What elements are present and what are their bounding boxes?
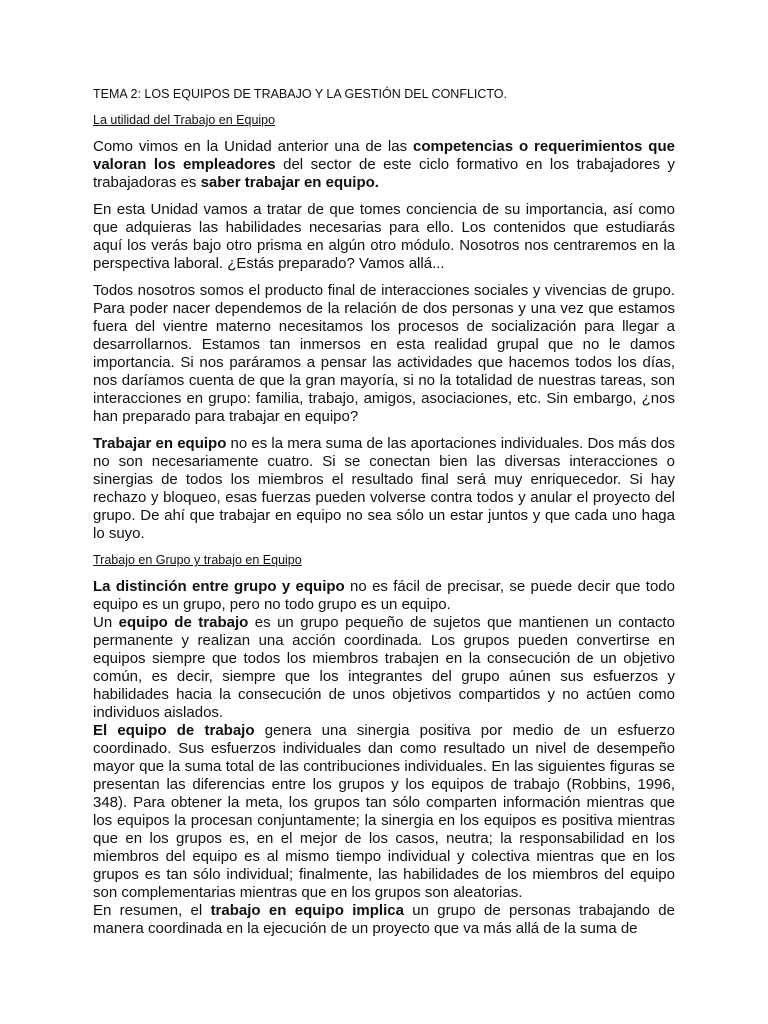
section-heading-grupo-equipo: Trabajo en Grupo y trabajo en Equipo [93, 553, 302, 567]
document-content [93, 86, 675, 938]
paragraph-equipo-de-trabajo [93, 614, 675, 722]
section-heading-utilidad: La utilidad del Trabajo en Equipo [93, 113, 276, 127]
paragraph-competencias [93, 138, 675, 192]
paragraph-text: Un [93, 614, 119, 631]
bold-text: equipo de trabajo [118, 614, 249, 631]
bold-text: La distinción entre grupo y equipo [93, 578, 345, 595]
paragraph-text: no es fácil de precisar, se puede decir que todo equipo es un grupo, pero no todo grupo es un equipo. [93, 578, 675, 613]
document-title: TEMA 2: LOS EQUIPOS DE TRABAJO Y LA GESTIÓN DEL CONFLICTO. [93, 87, 508, 101]
paragraph-text: no es la mera suma de las aportaciones individuales. Dos más dos no son necesariamente cuatro. Si se conectan bien las diversas interacciones o sinergias de todos los miembros el resultado final será muy enriquecedor. Si hay rechazo y bloqueo, esas fuerzas pueden volverse contra todos y anular el proyecto del grupo. De ahí que trabajar en equipo no sea sólo un estar juntos y que cada uno haga lo suyo. [93, 435, 675, 542]
paragraph-sinergia [93, 722, 675, 902]
paragraph-interacciones: Todos nosotros somos el producto final de interacciones sociales y vivencias de grupo. Para poder nacer dependemos de la relación de dos personas y una vez que estamos fuera del vientre materno necesitamos los procesos de socialización para llegar a desarrollarnos. Estamos tan inmersos en esta realidad grupal que no le damos importancia. Si nos paráramos a pensar las actividades que hacemos todos los días, nos daríamos cuenta de que la gran mayoría, si no la totalidad de nuestras tareas, son interacciones en grupo: familia, trabajo, amigos, asociaciones, etc. Sin embargo, ¿nos han preparado para trabajar en equipo? [93, 282, 675, 425]
bold-text: competencias o requerimientos que valoran los empleadores [93, 138, 675, 173]
paragraph-text: del sector de este ciclo formativo en los trabajadores y trabajadoras es [93, 156, 676, 191]
bold-text: saber trabajar en equipo. [200, 174, 379, 191]
bold-text: El equipo de trabajo [93, 722, 255, 739]
paragraph-text: un grupo de personas trabajando de manera coordinada en la ejecución de un proyecto que va más allá de la suma de [93, 902, 675, 937]
paragraph-unidad: En esta Unidad vamos a tratar de que tomes conciencia de su importancia, así como que adquieras las habilidades necesarias para ello. Los contenidos que estudiarás aquí los verás bajo otro prisma en algún otro módulo. Nosotros nos centraremos en la perspectiva laboral. ¿Estás preparado? Vamos allá... [93, 201, 675, 272]
paragraph-text: genera una sinergia positiva por medio de un esfuerzo coordinado. Sus esfuerzos individuales dan como resultado un nivel de desempeño mayor que la suma total de las contribuciones individuales. En las siguientes figuras se presentan las diferencias entre los grupos y los equipos de trabajo (Robbins, 1996, 348). Para obtener la meta, los grupos tan sólo comparten información mientras que los equipos la procesan conjuntamente; la sinergia en los equipos es positiva mientras que en los grupos es, en el mejor de los casos, neutra; la responsabilidad en los miembros del equipo es al mismo tiempo individual y colectiva mientras que en los grupos es tan sólo individual; finalmente, las habilidades de los miembros del equipo son complementarias mientras que en los grupos son aleatorias. [93, 722, 675, 901]
bold-text: Trabajar en equipo [93, 435, 227, 452]
paragraph-trabajar-en-equipo [93, 435, 675, 543]
paragraph-text: es un grupo pequeño de sujetos que mantienen un contacto permanente y realizan una acción coordinada. Los grupos pueden convertirse en equipos siempre que todos los miembros trabajen en la consecución de un objetivo común, es decir, siempre que los integrantes del grupo aúnen sus esfuerzos y habilidades hacia la consecución de unos objetivos compartidos y no actúen como individuos aislados. [93, 614, 676, 721]
paragraph-text: En resumen, el [93, 902, 211, 919]
paragraph-distincion [93, 578, 675, 614]
paragraph-en-resumen [93, 902, 675, 938]
bold-text: trabajo en equipo implica [210, 902, 404, 919]
paragraph-text: Como vimos en la Unidad anterior una de las [93, 138, 414, 155]
